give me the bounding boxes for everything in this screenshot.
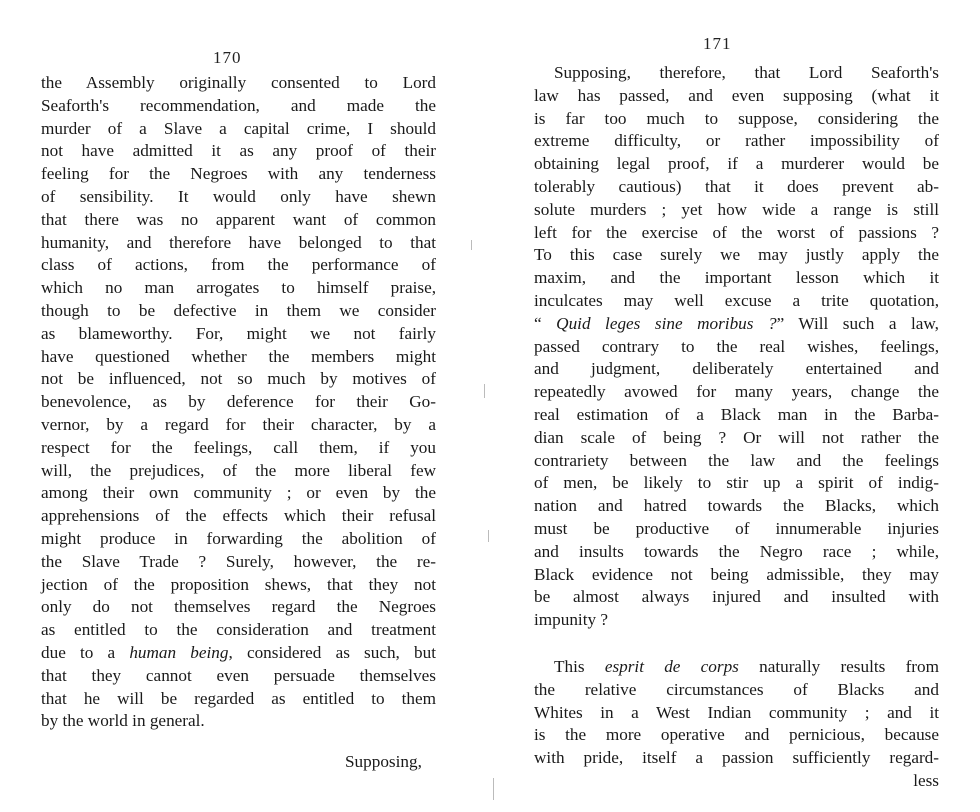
text-line: This esprit de corps naturally results from <box>554 656 939 676</box>
text-line: humanity, and therefore have belonged to that <box>41 232 436 252</box>
text-line: might produce in forwarding the abolition of <box>41 528 436 548</box>
text-line: contrariety between the law and the feelings <box>534 450 939 470</box>
text-line: repeatedly avowed for many years, change the <box>534 382 939 402</box>
text-line: impunity ? <box>534 610 608 630</box>
text-line: that they cannot even persuade themselves <box>41 665 436 685</box>
text-line: “ Quid leges sine moribus ?” Will such a law, <box>534 313 939 333</box>
page-number-right: 171 <box>703 34 732 53</box>
text-line: dian scale of being ? Or will not rather the <box>534 427 939 447</box>
text-line: have questioned whether the members might <box>41 346 436 366</box>
text-line: among their own community ; or even by the <box>41 483 436 503</box>
text-line: vernor, by a regard for their character, by a <box>41 414 436 434</box>
text-line: passed contrary to the real wishes, feelings, <box>534 336 939 356</box>
gutter-mark <box>471 240 472 250</box>
right-page-text <box>534 62 939 793</box>
text-line: obtaining legal proof, if a murderer would be <box>534 154 939 174</box>
text-line: Whites in a West Indian community ; and it <box>534 702 939 722</box>
text-line: apprehensions of the effects which their refusal <box>41 506 436 526</box>
text-line: respect for the feelings, call them, if you <box>41 437 436 457</box>
text-line: tolerably cautious) that it does prevent ab- <box>534 176 939 196</box>
text-line: Seaforth's recommendation, and made the <box>41 95 436 115</box>
text-line: is the more operative and pernicious, because <box>534 725 939 745</box>
text-line: be almost always injured and insulted with <box>534 587 939 607</box>
italic-phrase: human being <box>129 642 229 662</box>
text-line: the Assembly originally consented to Lord <box>41 73 436 92</box>
text-line: extreme difficulty, or rather impossibility of <box>534 131 939 151</box>
italic-phrase: esprit de corps <box>604 656 739 676</box>
text-line: by the world in general. <box>41 711 205 731</box>
gutter-mark <box>484 384 485 398</box>
text-line: jection of the proposition shews, that they not <box>41 574 436 594</box>
text-line: less <box>913 770 939 790</box>
text-line: Black evidence not being admissible, they may <box>534 564 939 584</box>
text-line: To this case surely we may justly apply the <box>534 245 939 265</box>
text-line: Supposing, therefore, that Lord Seaforth's <box>554 63 939 82</box>
text-line: not have admitted it as any proof of their <box>41 141 436 161</box>
text-line: only do not themselves regard the Negroes <box>41 597 436 617</box>
text-line: which no man arrogates to himself praise, <box>41 278 436 298</box>
text-line: must be productive of innumerable injuries <box>534 518 939 538</box>
text-line: though to be defective in them we consider <box>41 300 436 320</box>
text-line: that he will be regarded as entitled to them <box>41 688 436 708</box>
left-page-text <box>41 72 436 733</box>
text-line: solute murders ; yet how wide a range is still <box>534 199 939 219</box>
text-line: maxim, and the important lesson which it <box>534 268 939 288</box>
gutter-mark <box>488 530 489 542</box>
text-line: class of actions, from the performance of <box>41 255 436 275</box>
page-number-left: 170 <box>213 48 242 67</box>
text-line: murder of a Slave a capital crime, I should <box>41 118 436 138</box>
text-line: and judgment, deliberately entertained and <box>534 359 939 379</box>
paragraph-gap <box>534 632 939 656</box>
text-line: with pride, itself a passion sufficiently regard- <box>534 748 939 768</box>
text-line: the relative circumstances of Blacks and <box>534 679 939 699</box>
text-line: benevolence, as by deference for their Go- <box>41 392 436 412</box>
text-line: and insults towards the Negro race ; while, <box>534 541 939 561</box>
text-line: of men, be likely to stir up a spirit of indig- <box>534 473 939 493</box>
text-line: of sensibility. It would only have shewn <box>41 186 436 206</box>
text-line: nation and hatred towards the Blacks, which <box>534 496 939 516</box>
text-line: as entitled to the consideration and treatment <box>41 620 436 640</box>
text-line: feeling for the Negroes with any tenderness <box>41 164 436 184</box>
text-line: will, the prejudices, of the more liberal few <box>41 460 436 480</box>
text-line: as blameworthy. For, might we not fairly <box>41 323 436 343</box>
text-line: that there was no apparent want of common <box>41 209 436 229</box>
italic-phrase: Quid leges sine moribus ? <box>556 313 777 333</box>
right-page <box>490 0 980 812</box>
text-line: the Slave Trade ? Surely, however, the re- <box>41 551 436 571</box>
text-line: inculcates may well excuse a trite quotation, <box>534 290 939 310</box>
gutter-mark <box>493 778 494 800</box>
catchword: Supposing, <box>345 752 422 771</box>
text-line: real estimation of a Black man in the Barba- <box>534 404 939 424</box>
text-line: is far too much to suppose, considering the <box>534 108 939 128</box>
text-line: due to a human being, considered as such, but <box>41 642 436 662</box>
text-line: left for the exercise of the worst of passions ? <box>534 222 939 242</box>
text-line: law has passed, and even supposing (what it <box>534 85 939 105</box>
text-line: not be influenced, not so much by motives of <box>41 369 436 389</box>
